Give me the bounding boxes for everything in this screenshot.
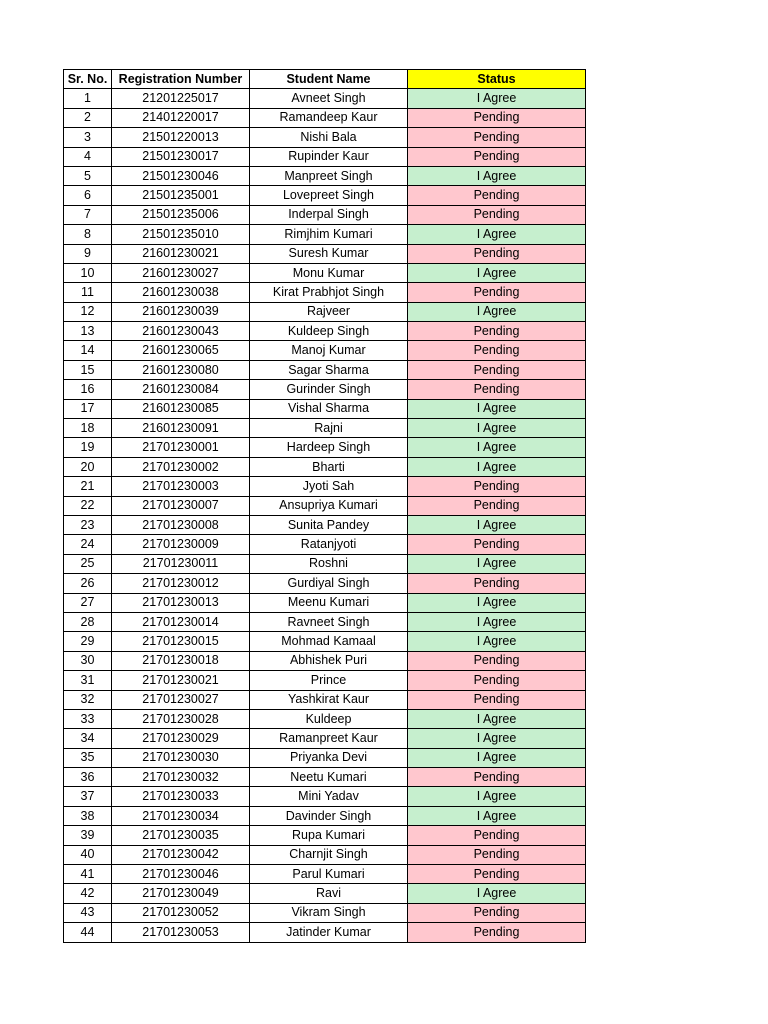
cell-registration-number: 21601230065 <box>112 341 250 360</box>
table-row <box>64 729 586 748</box>
table-row <box>64 593 586 612</box>
cell-sr-no: 16 <box>64 380 112 399</box>
cell-registration-number: 21701230042 <box>112 845 250 864</box>
table-row <box>64 399 586 418</box>
cell-registration-number: 21701230027 <box>112 690 250 709</box>
cell-student-name: Hardeep Singh <box>250 438 408 457</box>
cell-sr-no: 33 <box>64 709 112 728</box>
table-row <box>64 574 586 593</box>
cell-student-name: Bharti <box>250 457 408 476</box>
cell-registration-number: 21501235010 <box>112 225 250 244</box>
cell-student-name: Kuldeep Singh <box>250 322 408 341</box>
cell-student-name: Rupa Kumari <box>250 826 408 845</box>
cell-student-name: Parul Kumari <box>250 865 408 884</box>
cell-status: Pending <box>408 205 586 224</box>
cell-sr-no: 40 <box>64 845 112 864</box>
cell-sr-no: 29 <box>64 632 112 651</box>
header-row <box>64 70 586 89</box>
cell-status: Pending <box>408 903 586 922</box>
cell-sr-no: 3 <box>64 128 112 147</box>
table-row <box>64 419 586 438</box>
cell-student-name: Prince <box>250 671 408 690</box>
cell-student-name: Davinder Singh <box>250 806 408 825</box>
cell-status: Pending <box>408 671 586 690</box>
cell-registration-number: 21701230014 <box>112 612 250 631</box>
cell-registration-number: 21501235006 <box>112 205 250 224</box>
cell-registration-number: 21701230001 <box>112 438 250 457</box>
cell-registration-number: 21501230017 <box>112 147 250 166</box>
cell-student-name: Vikram Singh <box>250 903 408 922</box>
cell-registration-number: 21701230029 <box>112 729 250 748</box>
cell-registration-number: 21701230011 <box>112 554 250 573</box>
cell-student-name: Abhishek Puri <box>250 651 408 670</box>
table-row <box>64 496 586 515</box>
table-row <box>64 186 586 205</box>
cell-registration-number: 21601230085 <box>112 399 250 418</box>
cell-registration-number: 21701230013 <box>112 593 250 612</box>
cell-registration-number: 21701230035 <box>112 826 250 845</box>
table-row <box>64 865 586 884</box>
cell-registration-number: 21701230009 <box>112 535 250 554</box>
cell-student-name: Avneet Singh <box>250 89 408 108</box>
cell-registration-number: 21401220017 <box>112 108 250 127</box>
cell-sr-no: 22 <box>64 496 112 515</box>
header-registration-number: Registration Number <box>112 70 250 89</box>
cell-student-name: Roshni <box>250 554 408 573</box>
cell-student-name: Inderpal Singh <box>250 205 408 224</box>
table-row <box>64 535 586 554</box>
table-row <box>64 283 586 302</box>
cell-status: I Agree <box>408 729 586 748</box>
cell-status: I Agree <box>408 302 586 321</box>
table-row <box>64 341 586 360</box>
cell-status: Pending <box>408 865 586 884</box>
cell-status: I Agree <box>408 225 586 244</box>
cell-status: Pending <box>408 923 586 942</box>
cell-student-name: Vishal Sharma <box>250 399 408 418</box>
cell-status: Pending <box>408 147 586 166</box>
cell-student-name: Ramanpreet Kaur <box>250 729 408 748</box>
cell-status: I Agree <box>408 806 586 825</box>
cell-sr-no: 30 <box>64 651 112 670</box>
table-row <box>64 322 586 341</box>
cell-status: I Agree <box>408 884 586 903</box>
table-row <box>64 787 586 806</box>
cell-registration-number: 21701230028 <box>112 709 250 728</box>
cell-status: Pending <box>408 380 586 399</box>
table-row <box>64 263 586 282</box>
cell-student-name: Yashkirat Kaur <box>250 690 408 709</box>
cell-student-name: Rupinder Kaur <box>250 147 408 166</box>
student-status-table <box>63 69 586 943</box>
table-row <box>64 147 586 166</box>
cell-registration-number: 21701230030 <box>112 748 250 767</box>
cell-registration-number: 21701230046 <box>112 865 250 884</box>
cell-sr-no: 13 <box>64 322 112 341</box>
cell-registration-number: 21201225017 <box>112 89 250 108</box>
table-row <box>64 806 586 825</box>
cell-sr-no: 44 <box>64 923 112 942</box>
cell-student-name: Ravi <box>250 884 408 903</box>
cell-registration-number: 21601230084 <box>112 380 250 399</box>
cell-sr-no: 39 <box>64 826 112 845</box>
header-status: Status <box>408 70 586 89</box>
cell-status: I Agree <box>408 515 586 534</box>
cell-status: I Agree <box>408 554 586 573</box>
cell-sr-no: 28 <box>64 612 112 631</box>
cell-registration-number: 21701230002 <box>112 457 250 476</box>
cell-sr-no: 37 <box>64 787 112 806</box>
cell-status: I Agree <box>408 709 586 728</box>
table-row <box>64 768 586 787</box>
cell-status: I Agree <box>408 612 586 631</box>
cell-sr-no: 2 <box>64 108 112 127</box>
cell-status: Pending <box>408 186 586 205</box>
cell-registration-number: 21701230052 <box>112 903 250 922</box>
cell-status: I Agree <box>408 89 586 108</box>
cell-sr-no: 36 <box>64 768 112 787</box>
cell-sr-no: 24 <box>64 535 112 554</box>
table-row <box>64 923 586 942</box>
table-row <box>64 166 586 185</box>
table-row <box>64 457 586 476</box>
cell-student-name: Suresh Kumar <box>250 244 408 263</box>
cell-registration-number: 21501230046 <box>112 166 250 185</box>
cell-student-name: Neetu Kumari <box>250 768 408 787</box>
cell-registration-number: 21701230008 <box>112 515 250 534</box>
table-row <box>64 709 586 728</box>
cell-student-name: Rimjhim Kumari <box>250 225 408 244</box>
cell-sr-no: 8 <box>64 225 112 244</box>
cell-registration-number: 21701230012 <box>112 574 250 593</box>
cell-student-name: Ravneet Singh <box>250 612 408 631</box>
cell-status: I Agree <box>408 457 586 476</box>
cell-sr-no: 34 <box>64 729 112 748</box>
cell-sr-no: 27 <box>64 593 112 612</box>
cell-status: Pending <box>408 341 586 360</box>
cell-student-name: Kuldeep <box>250 709 408 728</box>
cell-registration-number: 21601230021 <box>112 244 250 263</box>
cell-student-name: Manpreet Singh <box>250 166 408 185</box>
cell-status: Pending <box>408 244 586 263</box>
cell-status: I Agree <box>408 748 586 767</box>
cell-sr-no: 17 <box>64 399 112 418</box>
cell-status: Pending <box>408 826 586 845</box>
cell-student-name: Sunita Pandey <box>250 515 408 534</box>
cell-status: Pending <box>408 322 586 341</box>
header-student-name: Student Name <box>250 70 408 89</box>
cell-sr-no: 6 <box>64 186 112 205</box>
table-row <box>64 244 586 263</box>
cell-student-name: Lovepreet Singh <box>250 186 408 205</box>
cell-sr-no: 26 <box>64 574 112 593</box>
table-row <box>64 302 586 321</box>
cell-status: I Agree <box>408 166 586 185</box>
cell-sr-no: 41 <box>64 865 112 884</box>
cell-student-name: Jyoti Sah <box>250 477 408 496</box>
cell-student-name: Ramandeep Kaur <box>250 108 408 127</box>
cell-registration-number: 21701230053 <box>112 923 250 942</box>
cell-status: Pending <box>408 845 586 864</box>
table-row <box>64 884 586 903</box>
cell-sr-no: 7 <box>64 205 112 224</box>
table-row <box>64 554 586 573</box>
cell-sr-no: 35 <box>64 748 112 767</box>
table-row <box>64 360 586 379</box>
cell-student-name: Priyanka Devi <box>250 748 408 767</box>
cell-student-name: Jatinder Kumar <box>250 923 408 942</box>
cell-status: Pending <box>408 283 586 302</box>
cell-sr-no: 5 <box>64 166 112 185</box>
cell-status: Pending <box>408 477 586 496</box>
cell-status: I Agree <box>408 399 586 418</box>
cell-sr-no: 38 <box>64 806 112 825</box>
cell-sr-no: 4 <box>64 147 112 166</box>
table-row <box>64 690 586 709</box>
cell-student-name: Monu Kumar <box>250 263 408 282</box>
cell-status: I Agree <box>408 263 586 282</box>
cell-sr-no: 20 <box>64 457 112 476</box>
cell-sr-no: 43 <box>64 903 112 922</box>
cell-status: Pending <box>408 535 586 554</box>
cell-sr-no: 9 <box>64 244 112 263</box>
cell-status: Pending <box>408 768 586 787</box>
cell-student-name: Mohmad Kamaal <box>250 632 408 651</box>
cell-sr-no: 1 <box>64 89 112 108</box>
cell-registration-number: 21601230039 <box>112 302 250 321</box>
header-sr-no: Sr. No. <box>64 70 112 89</box>
cell-sr-no: 25 <box>64 554 112 573</box>
cell-registration-number: 21701230018 <box>112 651 250 670</box>
table-body <box>64 89 586 942</box>
table-row <box>64 632 586 651</box>
cell-sr-no: 15 <box>64 360 112 379</box>
cell-status: I Agree <box>408 632 586 651</box>
cell-status: Pending <box>408 108 586 127</box>
cell-status: Pending <box>408 128 586 147</box>
cell-status: Pending <box>408 574 586 593</box>
table-row <box>64 671 586 690</box>
cell-registration-number: 21601230080 <box>112 360 250 379</box>
cell-student-name: Ansupriya Kumari <box>250 496 408 515</box>
cell-status: Pending <box>408 690 586 709</box>
cell-registration-number: 21701230033 <box>112 787 250 806</box>
cell-registration-number: 21601230038 <box>112 283 250 302</box>
cell-status: Pending <box>408 651 586 670</box>
cell-status: I Agree <box>408 419 586 438</box>
table-row <box>64 225 586 244</box>
cell-sr-no: 18 <box>64 419 112 438</box>
cell-registration-number: 21701230032 <box>112 768 250 787</box>
cell-status: I Agree <box>408 593 586 612</box>
cell-student-name: Gurdiyal Singh <box>250 574 408 593</box>
table-row <box>64 477 586 496</box>
table-row <box>64 205 586 224</box>
cell-registration-number: 21601230027 <box>112 263 250 282</box>
cell-student-name: Charnjit Singh <box>250 845 408 864</box>
table-row <box>64 438 586 457</box>
cell-student-name: Kirat Prabhjot Singh <box>250 283 408 302</box>
table-row <box>64 515 586 534</box>
cell-registration-number: 21501220013 <box>112 128 250 147</box>
cell-sr-no: 21 <box>64 477 112 496</box>
cell-student-name: Manoj Kumar <box>250 341 408 360</box>
cell-sr-no: 31 <box>64 671 112 690</box>
cell-registration-number: 21501235001 <box>112 186 250 205</box>
cell-student-name: Ratanjyoti <box>250 535 408 554</box>
cell-student-name: Sagar Sharma <box>250 360 408 379</box>
cell-registration-number: 21701230015 <box>112 632 250 651</box>
cell-registration-number: 21601230091 <box>112 419 250 438</box>
cell-sr-no: 23 <box>64 515 112 534</box>
table-row <box>64 651 586 670</box>
table-row <box>64 108 586 127</box>
cell-student-name: Mini Yadav <box>250 787 408 806</box>
cell-registration-number: 21701230003 <box>112 477 250 496</box>
cell-student-name: Rajni <box>250 419 408 438</box>
cell-sr-no: 11 <box>64 283 112 302</box>
cell-registration-number: 21701230049 <box>112 884 250 903</box>
table-row <box>64 845 586 864</box>
table-row <box>64 89 586 108</box>
table-row <box>64 612 586 631</box>
cell-sr-no: 14 <box>64 341 112 360</box>
cell-student-name: Nishi Bala <box>250 128 408 147</box>
cell-student-name: Rajveer <box>250 302 408 321</box>
cell-status: Pending <box>408 360 586 379</box>
table-row <box>64 826 586 845</box>
cell-registration-number: 21701230021 <box>112 671 250 690</box>
cell-student-name: Meenu Kumari <box>250 593 408 612</box>
cell-sr-no: 12 <box>64 302 112 321</box>
table-row <box>64 748 586 767</box>
table-row <box>64 128 586 147</box>
cell-registration-number: 21701230034 <box>112 806 250 825</box>
cell-status: Pending <box>408 496 586 515</box>
cell-sr-no: 19 <box>64 438 112 457</box>
cell-status: I Agree <box>408 438 586 457</box>
table-row <box>64 903 586 922</box>
cell-sr-no: 32 <box>64 690 112 709</box>
cell-student-name: Gurinder Singh <box>250 380 408 399</box>
cell-sr-no: 10 <box>64 263 112 282</box>
cell-sr-no: 42 <box>64 884 112 903</box>
cell-registration-number: 21701230007 <box>112 496 250 515</box>
cell-status: I Agree <box>408 787 586 806</box>
table-row <box>64 380 586 399</box>
cell-registration-number: 21601230043 <box>112 322 250 341</box>
